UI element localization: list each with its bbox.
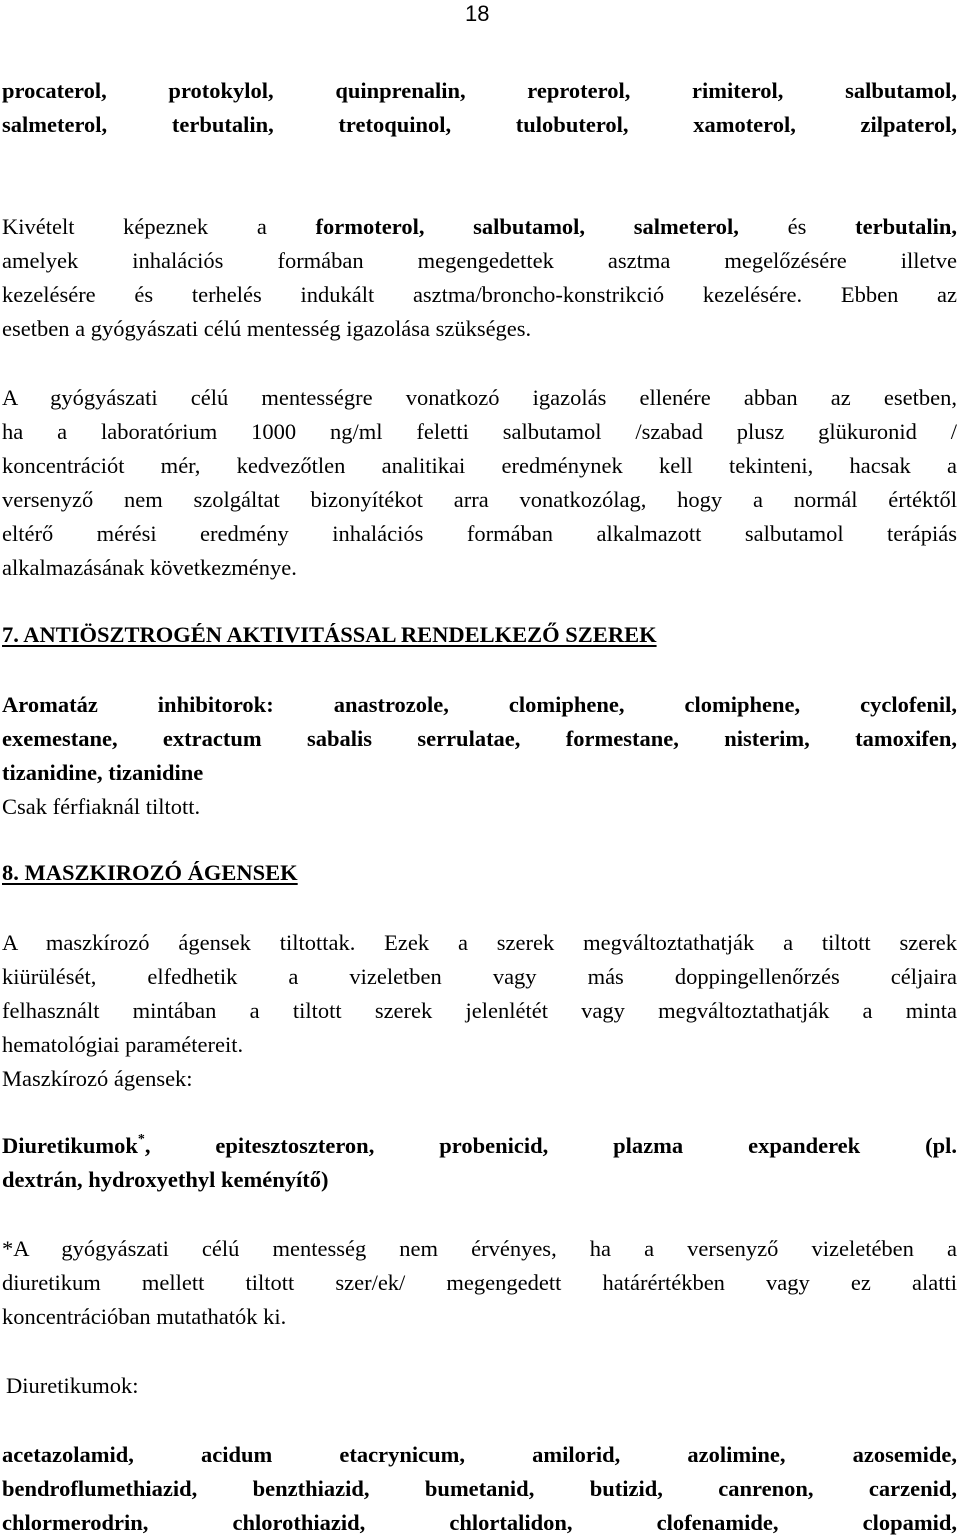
footnote-paragraph	[2, 1232, 957, 1334]
text-line: ha a laboratórium 1000 ng/ml feletti salbutamol /szabad plusz glükuronid /	[2, 419, 957, 444]
text-line: acetazolamid, acidum etacrynicum, amilorid, azolimine, azosemide,	[2, 1442, 957, 1467]
text-run: és	[738, 214, 856, 239]
page-number: 18	[465, 1, 490, 26]
text-run-bold: terbutalin,	[855, 214, 957, 239]
text-line: koncentrációban mutathatók ki.	[2, 1304, 287, 1329]
section-8-heading-block	[2, 856, 957, 890]
text-line: procaterol, protokylol, quinprenalin, reproterol, rimiterol, salbutamol,	[2, 78, 957, 103]
text-line: Maszkírozó ágensek:	[2, 1066, 193, 1091]
diuretics-list	[2, 1438, 957, 1540]
text-line: versenyző nem szolgáltat bizonyítékot arra vonatkozólag, hogy a normál értéktől	[2, 487, 957, 512]
text-line: felhasznált mintában a tiltott szerek jelenlétét vagy megváltoztathatják a minta	[2, 998, 957, 1023]
text-run: Kivételt képeznek a	[2, 214, 316, 239]
salbutamol-paragraph	[2, 381, 957, 585]
text-line	[2, 210, 957, 244]
text-line: kezelésére és terhelés indukált asztma/broncho-konstrikció kezelésére. Ebben az	[2, 282, 957, 307]
section-8-content	[2, 926, 957, 1096]
text-line	[2, 1129, 957, 1163]
text-line: dextrán, hydroxyethyl keményítő)	[2, 1167, 329, 1192]
text-line: chlormerodrin, chlorothiazid, chlortalidon, clofenamide, clopamid,	[2, 1510, 957, 1535]
text-line: hematológiai paramétereit.	[2, 1032, 244, 1057]
text-line: koncentrációt mér, kedvezőtlen analitikai eredménynek kell tekinteni, hacsak a	[2, 453, 957, 478]
diuretics-title-block	[6, 1369, 960, 1403]
diuretics-title: Diuretikumok:	[6, 1373, 139, 1398]
text-line: diuretikum mellett tiltott szer/ek/ megengedett határértékben vagy ez alatti	[2, 1270, 957, 1295]
text-line: esetben a gyógyászati célú mentesség igazolása szükséges.	[2, 316, 532, 341]
text-line: exemestane, extractum sabalis serrulatae, formestane, nisterim, tamoxifen,	[2, 726, 957, 751]
text-line: amelyek inhalációs formában megengedettek asztma megelőzésére illetve	[2, 248, 957, 273]
footnote-marker: *	[137, 1132, 145, 1147]
section-7-content	[2, 688, 957, 824]
text-line: salmeterol, terbutalin, tretoquinol, tulobuterol, xamoterol, zilpaterol,	[2, 112, 957, 137]
text-run-bold: , epitesztoszteron, probenicid, plazma expanderek (pl.	[144, 1133, 957, 1158]
text-run-bold: formoterol, salbutamol, salmeterol,	[315, 214, 739, 239]
text-line: Aromatáz inhibitorok: anastrozole, clomiphene, clomiphene, cyclofenil,	[2, 692, 957, 717]
text-line: eltérő mérési eredmény inhalációs formában alkalmazott salbutamol terápiás	[2, 521, 957, 546]
text-line: alkalmazásának következménye.	[2, 555, 297, 580]
text-line: A maszkírozó ágensek tiltottak. Ezek a szerek megváltoztathatják a tiltott szerek	[2, 930, 957, 955]
exception-paragraph	[2, 210, 957, 346]
section-7-heading-block	[2, 618, 957, 652]
text-line: tizanidine, tizanidine	[2, 760, 204, 785]
masking-agents-list	[2, 1129, 957, 1197]
section-heading: 7. ANTIÖSZTROGÉN AKTIVITÁSSAL RENDELKEZŐ SZEREK	[2, 622, 657, 647]
text-line: A gyógyászati célú mentességre vonatkozó igazolás ellenére abban az esetben,	[2, 385, 957, 410]
text-line: bendroflumethiazid, benzthiazid, bumetanid, butizid, canrenon, carzenid,	[2, 1476, 957, 1501]
section-heading: 8. MASZKIROZÓ ÁGENSEK	[2, 860, 298, 885]
text-run-bold: Diuretikumok	[2, 1133, 138, 1158]
text-line: kiürülését, elfedhetik a vizeletben vagy más doppingellenőrzés céljaira	[2, 964, 957, 989]
beta-agonist-list	[2, 74, 957, 142]
text-line: Csak férfiaknál tiltott.	[2, 794, 201, 819]
text-line: *A gyógyászati célú mentesség nem érvényes, ha a versenyző vizeletében a	[2, 1236, 957, 1261]
